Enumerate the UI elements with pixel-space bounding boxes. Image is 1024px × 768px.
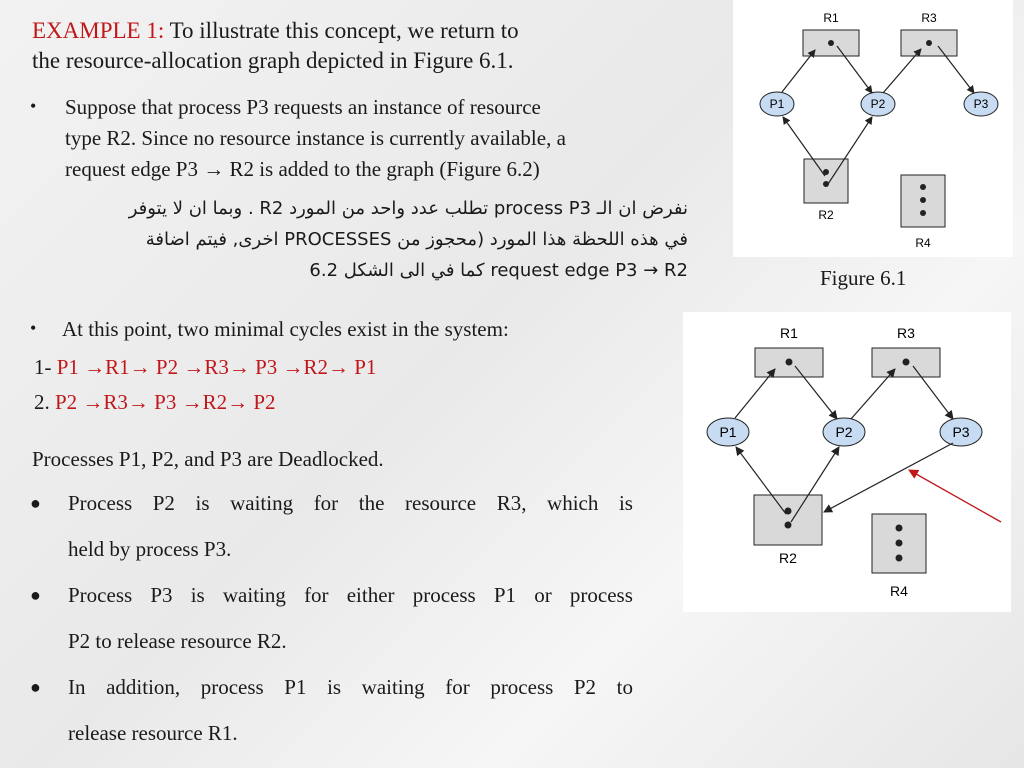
bullet-dot: •: [30, 96, 37, 116]
point-word: P1: [284, 675, 307, 699]
point-word: the: [358, 491, 385, 515]
point-word: waiting: [230, 491, 294, 515]
label-p3: P3: [952, 424, 970, 440]
point-word: Process: [68, 583, 133, 607]
point-word: P1: [493, 583, 517, 607]
resource-instance-dot: [896, 555, 903, 562]
point-word: P3: [150, 583, 173, 607]
label-p3: P3: [973, 97, 989, 111]
point-p2-waiting: [68, 488, 633, 565]
point-word: P2: [152, 491, 175, 515]
figure-6-1-graph: [733, 0, 1013, 257]
heading-line-1: To illustrate this concept, we return to: [169, 18, 519, 43]
point-word: addition,: [106, 675, 181, 699]
cycle-path: P2 →R3→ P3 →R2→ P2: [55, 390, 276, 414]
point-p1-waiting: [68, 672, 633, 749]
bullet-dot: ●: [30, 493, 41, 513]
point-word: for: [313, 491, 339, 515]
edge-p1-r1: [782, 50, 815, 92]
resource-instance-dot: [828, 40, 834, 46]
point-word: In: [68, 675, 86, 699]
point-word: or: [534, 583, 552, 607]
label-r4: R4: [890, 583, 908, 599]
heading-line-2: the resource-allocation graph depicted in Figure 6.1.: [32, 48, 514, 73]
point-line: held by process P3.: [68, 537, 232, 561]
point-word: P2: [573, 675, 597, 699]
edge-r2-p2: [828, 117, 872, 184]
bullet-line: request edge P3 → R2 is added to the graph (Figure 6.2): [65, 157, 540, 181]
point-word: resource: [405, 491, 477, 515]
cycle-2: [34, 387, 276, 418]
resource-r2: [754, 495, 822, 545]
point-word: is: [195, 491, 210, 515]
point-word: is: [327, 675, 342, 699]
cycle-1: [34, 352, 377, 383]
resource-instance-dot: [920, 184, 926, 190]
label-p1: P1: [719, 424, 737, 440]
point-word: either: [346, 583, 395, 607]
point-word: R3,: [496, 491, 527, 515]
arabic-line: request edge P3 → R2 كما في الى الشكل 6.2: [309, 260, 688, 281]
point-word: process: [490, 675, 554, 699]
label-p2: P2: [870, 97, 886, 111]
arabic-explanation: [40, 193, 688, 286]
bullet-dot: ●: [30, 585, 41, 605]
label-p2: P2: [835, 424, 853, 440]
bullet-request-edge: [65, 92, 566, 185]
bullet-dot: •: [30, 318, 37, 338]
bullet-cycles: At this point, two minimal cycles exist in the system:: [62, 317, 509, 341]
point-line-justified: [68, 580, 633, 611]
cycle-path: P1 →R1→ P2 →R3→ P3 →R2→ P1: [56, 355, 377, 379]
point-word: for: [445, 675, 470, 699]
point-word: process: [200, 675, 264, 699]
point-line-justified: [68, 672, 633, 703]
resource-instance-dot: [926, 40, 932, 46]
label-p1: P1: [769, 97, 785, 111]
resource-instance-dot: [920, 210, 926, 216]
bullet-line: type R2. Since no resource instance is currently available, a: [65, 126, 566, 150]
arabic-line: نفرض ان الـ process P3 تطلب عدد واحد من المورد R2 . وبما ان لا يتوفر: [128, 198, 688, 219]
label-r2: R2: [779, 550, 797, 566]
point-word: waiting: [222, 583, 286, 607]
cycle-number: 2.: [34, 390, 50, 414]
resource-instance-dot: [896, 540, 903, 547]
example-label: EXAMPLE 1:: [32, 18, 165, 43]
point-word: for: [304, 583, 329, 607]
annotation-arrow: [895, 460, 1005, 525]
point-word: to: [616, 675, 633, 699]
point-word: process: [412, 583, 476, 607]
point-word: is: [190, 583, 205, 607]
label-r4: R4: [915, 236, 931, 250]
point-p3-waiting: [68, 580, 633, 657]
resource-instance-dot: [786, 359, 793, 366]
resource-instance-dot: [920, 197, 926, 203]
point-word: which: [547, 491, 599, 515]
cycle-number: 1-: [34, 355, 52, 379]
annotation-arrow-line: [909, 470, 1001, 522]
figure-6-1-panel: [733, 0, 1013, 257]
point-line-justified: [68, 488, 633, 519]
label-r2: R2: [818, 208, 834, 222]
label-r3: R3: [921, 11, 937, 25]
bullet-dot: ●: [30, 677, 41, 697]
point-line: release resource R1.: [68, 721, 238, 745]
label-r3: R3: [897, 325, 915, 341]
deadlock-statement: Processes P1, P2, and P3 are Deadlocked.: [32, 447, 384, 471]
resource-instance-dot: [903, 359, 910, 366]
example-heading: [32, 16, 519, 76]
resource-instance-dot: [785, 522, 792, 529]
figure-6-1-caption: Figure 6.1: [820, 266, 907, 290]
resource-instance-dot: [896, 525, 903, 532]
label-r1: R1: [823, 11, 839, 25]
arabic-line: في هذه اللحظة هذا المورد (محجوز من PROCESSES اخرى, فيتم اضافة: [145, 229, 688, 250]
point-word: is: [618, 491, 633, 515]
point-word: waiting: [361, 675, 425, 699]
point-line: P2 to release resource R2.: [68, 629, 287, 653]
bullet-line: Suppose that process P3 requests an instance of resource: [65, 95, 541, 119]
point-word: Process: [68, 491, 133, 515]
label-r1: R1: [780, 325, 798, 341]
point-word: process: [569, 583, 633, 607]
